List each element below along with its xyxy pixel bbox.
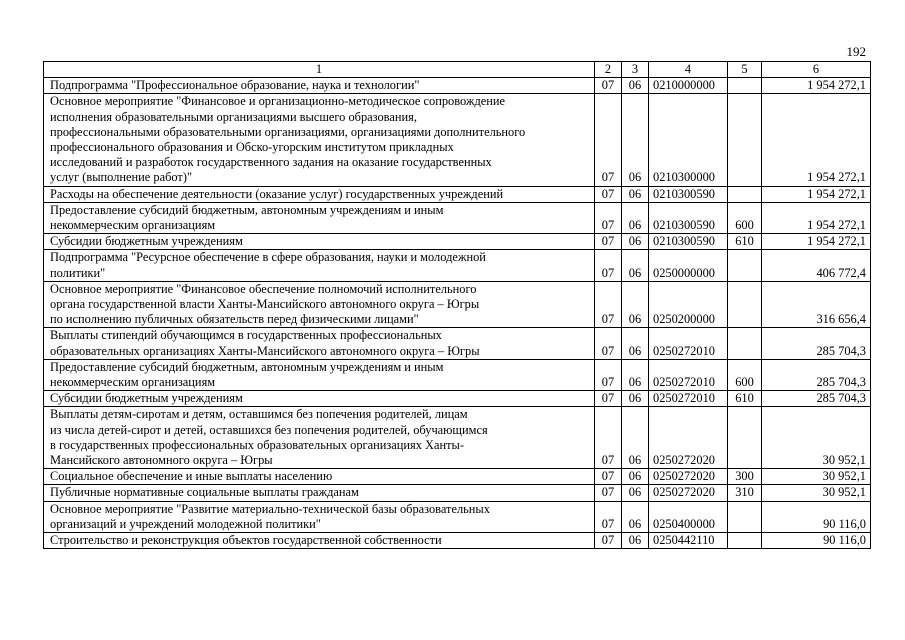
row-expense-type: 600 [728, 202, 762, 233]
row-expense-type [728, 94, 762, 186]
row-amount: 1 954 272,1 [762, 186, 871, 202]
row-target-article: 0250272020 [649, 485, 728, 501]
row-subsection: 06 [622, 250, 649, 281]
row-target-article: 0210300000 [649, 94, 728, 186]
row-target-article: 0250442110 [649, 533, 728, 549]
row-subsection: 06 [622, 234, 649, 250]
row-section: 07 [595, 469, 622, 485]
table-row [44, 281, 871, 328]
row-subsection: 06 [622, 78, 649, 94]
row-amount: 285 704,3 [762, 328, 871, 359]
table-row [44, 78, 871, 94]
row-target-article: 0210000000 [649, 78, 728, 94]
row-subsection: 06 [622, 281, 649, 328]
table-row [44, 407, 871, 469]
column-header-target-article: 4 [649, 62, 728, 78]
row-name: Социальное обеспечение и иные выплаты населению [44, 469, 595, 485]
row-section: 07 [595, 533, 622, 549]
table-row [44, 234, 871, 250]
row-target-article: 0250272020 [649, 407, 728, 469]
row-name: Предоставление субсидий бюджетным, автономным учреждениям и иным некоммерческим организациям [44, 202, 595, 233]
row-amount: 406 772,4 [762, 250, 871, 281]
row-name: Выплаты детям-сиротам и детям, оставшимся без попечения родителей, лицам из числа детей-сирот и детей, оставшихся без попечения родителей, обучающимся в государственных профессиональных образовательных организациях Ханты- Мансийского автономного округа – Югры [44, 407, 595, 469]
row-expense-type: 600 [728, 359, 762, 390]
row-expense-type [728, 186, 762, 202]
row-section: 07 [595, 391, 622, 407]
row-section: 07 [595, 359, 622, 390]
row-target-article: 0250272020 [649, 469, 728, 485]
row-section: 07 [595, 186, 622, 202]
row-target-article: 0250400000 [649, 501, 728, 532]
row-name: Расходы на обеспечение деятельности (оказание услуг) государственных учреждений [44, 186, 595, 202]
row-name: Предоставление субсидий бюджетным, автономным учреждениям и иным некоммерческим организациям [44, 359, 595, 390]
row-target-article: 0250272010 [649, 359, 728, 390]
row-section: 07 [595, 234, 622, 250]
row-amount: 90 116,0 [762, 533, 871, 549]
row-amount: 1 954 272,1 [762, 234, 871, 250]
row-name: Публичные нормативные социальные выплаты гражданам [44, 485, 595, 501]
row-amount: 90 116,0 [762, 501, 871, 532]
row-amount: 1 954 272,1 [762, 202, 871, 233]
row-section: 07 [595, 78, 622, 94]
table-row [44, 533, 871, 549]
row-target-article: 0250272010 [649, 391, 728, 407]
row-expense-type [728, 250, 762, 281]
row-amount: 30 952,1 [762, 407, 871, 469]
row-amount: 316 656,4 [762, 281, 871, 328]
row-amount: 285 704,3 [762, 359, 871, 390]
row-section: 07 [595, 407, 622, 469]
table-row [44, 328, 871, 359]
column-header-expense-type: 5 [728, 62, 762, 78]
row-expense-type [728, 501, 762, 532]
table-row [44, 359, 871, 390]
row-target-article: 0210300590 [649, 186, 728, 202]
row-section: 07 [595, 94, 622, 186]
row-expense-type [728, 78, 762, 94]
table-row [44, 501, 871, 532]
row-subsection: 06 [622, 485, 649, 501]
table-row [44, 186, 871, 202]
row-expense-type [728, 328, 762, 359]
row-expense-type: 310 [728, 485, 762, 501]
row-target-article: 0210300590 [649, 202, 728, 233]
row-name: Субсидии бюджетным учреждениям [44, 391, 595, 407]
row-target-article: 0210300590 [649, 234, 728, 250]
column-header-amount: 6 [762, 62, 871, 78]
row-name: Выплаты стипендий обучающимся в государственных профессиональных образовательных организациях Ханты-Мансийского автономного округа – Югры [44, 328, 595, 359]
row-section: 07 [595, 250, 622, 281]
row-expense-type: 610 [728, 234, 762, 250]
row-section: 07 [595, 202, 622, 233]
table-header-row [44, 62, 871, 78]
row-amount: 1 954 272,1 [762, 78, 871, 94]
row-subsection: 06 [622, 501, 649, 532]
row-name: Подпрограмма "Ресурсное обеспечение в сфере образования, науки и молодежной политики" [44, 250, 595, 281]
row-amount: 285 704,3 [762, 391, 871, 407]
row-subsection: 06 [622, 359, 649, 390]
column-header-section: 2 [595, 62, 622, 78]
table-row [44, 485, 871, 501]
row-expense-type [728, 281, 762, 328]
row-subsection: 06 [622, 186, 649, 202]
column-header-subsection: 3 [622, 62, 649, 78]
row-name: Основное мероприятие "Финансовое и организационно-методическое сопровождение исполнения образовательными организациями высшего образования, профессиональными образовательными организациями, организациями дополнительного профессионального образования и Обско-угорским институтом прикладных исследований и разработок государственного задания на оказание государственных услуг (выполнение работ)" [44, 94, 595, 186]
row-target-article: 0250272010 [649, 328, 728, 359]
table-row [44, 94, 871, 186]
table-row [44, 391, 871, 407]
page-number: 192 [846, 44, 866, 59]
table-row [44, 250, 871, 281]
row-subsection: 06 [622, 533, 649, 549]
row-section: 07 [595, 281, 622, 328]
row-subsection: 06 [622, 94, 649, 186]
row-amount: 1 954 272,1 [762, 94, 871, 186]
row-target-article: 0250000000 [649, 250, 728, 281]
column-header-name: 1 [44, 62, 595, 78]
row-name: Подпрограмма "Профессиональное образование, наука и технологии" [44, 78, 595, 94]
table-row [44, 202, 871, 233]
row-subsection: 06 [622, 202, 649, 233]
row-subsection: 06 [622, 407, 649, 469]
row-section: 07 [595, 328, 622, 359]
row-section: 07 [595, 501, 622, 532]
row-name: Основное мероприятие "Развитие материально-технической базы образовательных организаций и учреждений молодежной политики" [44, 501, 595, 532]
row-amount: 30 952,1 [762, 469, 871, 485]
row-expense-type [728, 407, 762, 469]
row-section: 07 [595, 485, 622, 501]
row-name: Строительство и реконструкция объектов государственной собственности [44, 533, 595, 549]
budget-table [43, 61, 871, 549]
row-subsection: 06 [622, 328, 649, 359]
row-name: Основное мероприятие "Финансовое обеспечение полномочий исполнительного органа государственной власти Ханты-Мансийского автономного округа – Югры по исполнению публичных обязательств перед физическими лицами" [44, 281, 595, 328]
row-expense-type: 300 [728, 469, 762, 485]
row-name: Субсидии бюджетным учреждениям [44, 234, 595, 250]
row-expense-type [728, 533, 762, 549]
row-subsection: 06 [622, 391, 649, 407]
row-target-article: 0250200000 [649, 281, 728, 328]
table-row [44, 469, 871, 485]
row-amount: 30 952,1 [762, 485, 871, 501]
row-subsection: 06 [622, 469, 649, 485]
row-expense-type: 610 [728, 391, 762, 407]
